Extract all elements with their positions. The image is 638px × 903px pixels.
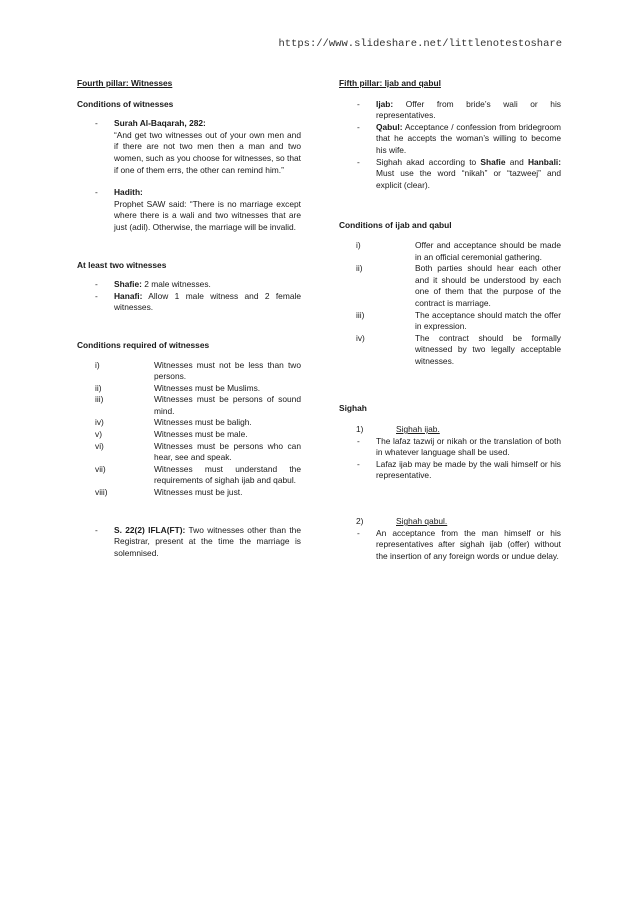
- list-item: [339, 528, 561, 563]
- dash-bullet: -: [357, 458, 360, 469]
- sighah-qabul-title: Sighah qabul.: [396, 516, 448, 527]
- list-item: [77, 441, 301, 464]
- item-text: Witnesses must be Muslims.: [154, 382, 261, 393]
- list-item: [339, 240, 561, 263]
- shafie-text: 2 male witnesses.: [144, 279, 211, 290]
- hanafi-label: Hanafi:: [114, 290, 143, 301]
- list-item: [77, 394, 301, 417]
- dash-bullet: -: [357, 156, 360, 167]
- dash-bullet: -: [357, 121, 360, 132]
- left-column: [77, 78, 301, 559]
- hanbali-label: Hanbali:: [527, 156, 562, 167]
- hanafi-item: [77, 291, 301, 314]
- required-conditions-list: [77, 360, 301, 499]
- ijab-qabul-conditions-list: [339, 240, 561, 368]
- dash-bullet: -: [357, 527, 360, 538]
- sighah-ijab-heading: [339, 424, 561, 436]
- qabul-text: Acceptance / confession from bridegroom that he accepts the woman’s willing to become his wife.: [376, 121, 561, 155]
- shafie-label: Shafie: [480, 156, 506, 167]
- shafie-label: Shafie:: [114, 279, 142, 290]
- surah-title: Surah Al-Baqarah, 282:: [114, 118, 206, 129]
- item-number: i): [356, 239, 361, 250]
- ifla-label: S. 22(2) IFLA(FT):: [114, 524, 186, 535]
- item-text: Witnesses must be just.: [154, 487, 243, 498]
- fifth-pillar-title: Fifth pillar: Ijab and qabul: [339, 78, 441, 88]
- item-text: Both parties should hear each other and it should be understood by each one of them that the purpose of the contract is marriage.: [415, 263, 561, 308]
- and-text: and: [509, 156, 524, 167]
- ijab-text: Offer from bride’s wali or his representatives.: [376, 98, 561, 121]
- right-column: [339, 78, 561, 562]
- item-text: Lafaz ijab may be made by the wali himself or his representative.: [376, 458, 561, 481]
- sighah-heading: Sighah: [339, 403, 367, 414]
- sighah-akad-item: [339, 157, 561, 192]
- sighah-qabul-heading: [339, 516, 561, 528]
- ijab-qabul-definitions: [339, 99, 561, 192]
- item-text: Witnesses must not be less than two persons.: [154, 359, 301, 382]
- dash-bullet: -: [95, 118, 98, 129]
- dash-bullet: -: [357, 98, 360, 109]
- item-text: Witnesses must be male.: [154, 429, 248, 440]
- list-item: [339, 436, 561, 459]
- list-item: [77, 360, 301, 383]
- ifla-text: Two witnesses other than the Registrar, present at the time the marriage is solemnised.: [114, 524, 301, 558]
- sighah-ijab-title: Sighah ijab.: [396, 424, 440, 435]
- item-number: 1): [356, 424, 364, 435]
- ijab-item: [339, 99, 561, 122]
- item-number: ii): [356, 263, 363, 274]
- hadith-text: Prophet SAW said: “There is no marriage except where there is a wali and two witnesses that are just (adil). Otherwise, the marriage will be invalid.: [114, 198, 301, 232]
- list-item: [339, 263, 561, 309]
- item-text: Witnesses must be persons of sound mind.: [154, 394, 301, 416]
- list-item: [77, 464, 301, 487]
- list-item: [77, 429, 301, 441]
- item-text: Offer and acceptance should be made in an official ceremonial gathering.: [415, 239, 561, 262]
- qabul-item: [339, 122, 561, 157]
- hadith-title: Hadith:: [114, 187, 143, 198]
- item-text: Witnesses must be baligh.: [154, 417, 252, 428]
- source-url[interactable]: https://www.slideshare.net/littlenotestoshare: [278, 38, 562, 50]
- item-number: v): [95, 429, 102, 440]
- item-number: viii): [95, 487, 108, 498]
- hanafi-text: Allow 1 male witness and 2 female witnesses.: [114, 290, 301, 313]
- dash-bullet: -: [95, 524, 98, 535]
- item-text: The acceptance should match the offer in expression.: [415, 309, 561, 332]
- sighah-akad-text: Must use the word “nikah” or “tazweej” and explicit (clear).: [376, 168, 561, 190]
- item-number: iv): [356, 332, 365, 343]
- ifla-item: [77, 525, 301, 560]
- list-item: [77, 417, 301, 429]
- item-number: vi): [95, 440, 104, 451]
- conditions-required-heading: Conditions required of witnesses: [77, 339, 210, 350]
- item-number: iv): [95, 417, 104, 428]
- ijab-label: Ijab:: [376, 98, 394, 109]
- surah-item: [77, 118, 301, 176]
- dash-bullet: -: [95, 279, 98, 290]
- qabul-label: Qabul:: [376, 121, 403, 132]
- list-item: [77, 383, 301, 395]
- conditions-of-ijab-qabul-heading: Conditions of ijab and qabul: [339, 220, 452, 231]
- item-text: The lafaz tazwij or nikah or the translation of both in whatever language shall be used.: [376, 435, 561, 458]
- item-text: The contract should be formally witnessed by two legally acceptable witnesses.: [415, 332, 561, 366]
- fourth-pillar-title: Fourth pillar: Witnesses: [77, 78, 173, 88]
- shafie-item: [77, 279, 301, 291]
- item-number: vii): [95, 463, 106, 474]
- dash-bullet: -: [95, 290, 98, 301]
- item-number: i): [95, 359, 100, 370]
- item-number: 2): [356, 516, 364, 527]
- dash-bullet: -: [357, 435, 360, 446]
- item-number: iii): [95, 394, 104, 405]
- conditions-of-witnesses-heading: Conditions of witnesses: [77, 98, 174, 109]
- list-item: [339, 333, 561, 368]
- surah-text: “And get two witnesses out of your own men and if there are not two men then a man and two women, such as you choose for witnesses, so that if one of them errs, the other can remind him.”: [114, 129, 301, 175]
- dash-bullet: -: [95, 187, 98, 198]
- list-item: [339, 310, 561, 333]
- list-item: [77, 487, 301, 499]
- item-text: Witnesses must understand the requirements of sighah ijab and qabul.: [154, 463, 301, 486]
- item-text: Witnesses must be persons who can hear, see and speak.: [154, 440, 301, 463]
- sighah-akad-intro: Sighah akad according to: [376, 156, 477, 167]
- list-item: [339, 459, 561, 482]
- item-number: ii): [95, 382, 102, 393]
- hadith-item: [77, 187, 301, 233]
- item-number: iii): [356, 309, 365, 320]
- at-least-two-witnesses-heading: At least two witnesses: [77, 259, 167, 270]
- item-text: An acceptance from the man himself or his representatives after sighah ijab (offer) without the insertion of any foreign words or undue delay.: [376, 527, 561, 561]
